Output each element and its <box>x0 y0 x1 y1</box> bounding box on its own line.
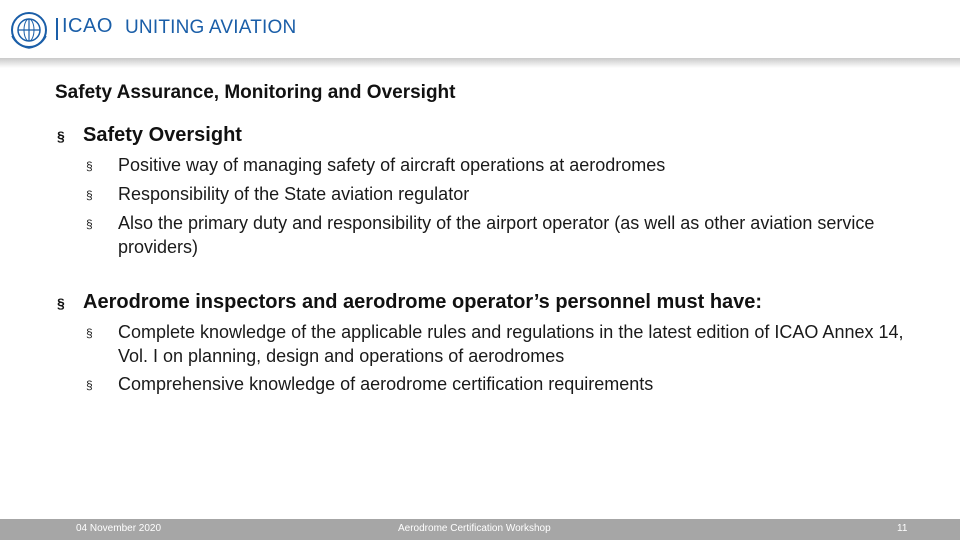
list-item-text: Complete knowledge of the applicable rules and regulations in the latest edition of ICAO Annex 14, Vol. I on planning, design and operations of aerodromes <box>118 322 904 366</box>
section-sign-bullet-icon: § <box>86 188 93 202</box>
logo-text: ICAO <box>62 15 113 37</box>
footer-date: 04 November 2020 <box>76 523 162 534</box>
sub-list <box>86 320 937 397</box>
slide-footer <box>0 519 960 540</box>
slide-title: Safety Assurance, Monitoring and Oversight <box>55 82 456 103</box>
list-item <box>86 320 937 368</box>
section-sign-bullet-icon: § <box>86 217 93 231</box>
list-item-text: Responsibility of the State aviation regulator <box>118 184 470 204</box>
section-heading-text: Aerodrome inspectors and aerodrome operator’s personnel must have: <box>83 291 763 313</box>
list-item-text: Positive way of managing safety of aircraft operations at aerodromes <box>118 155 666 175</box>
section-heading <box>57 124 937 147</box>
header-shadow <box>0 58 960 68</box>
section-sign-bullet-icon: § <box>57 295 65 311</box>
logo-divider <box>56 18 58 40</box>
page-number: 11 <box>897 523 908 534</box>
section-sign-bullet-icon: § <box>57 128 65 144</box>
section-sign-bullet-icon: § <box>86 378 93 392</box>
section-sign-bullet-icon: § <box>86 159 93 173</box>
icao-emblem-icon <box>9 10 49 50</box>
list-item-text: Also the primary duty and responsibility of the airport operator (as well as other aviation service providers) <box>118 213 875 257</box>
list-item <box>86 153 937 178</box>
slide-content <box>57 124 937 401</box>
section-sign-bullet-icon: § <box>86 326 93 340</box>
list-item <box>86 182 937 207</box>
list-item <box>86 211 937 259</box>
list-item <box>86 372 937 397</box>
slide-header <box>0 0 960 58</box>
section-heading-text: Safety Oversight <box>83 124 242 146</box>
footer-event-title: Aerodrome Certification Workshop <box>398 523 551 534</box>
list-item-text: Comprehensive knowledge of aerodrome certification requirements <box>118 374 654 394</box>
section-heading <box>57 291 937 314</box>
sub-list <box>86 153 937 259</box>
header-tagline: UNITING AVIATION <box>125 17 297 38</box>
